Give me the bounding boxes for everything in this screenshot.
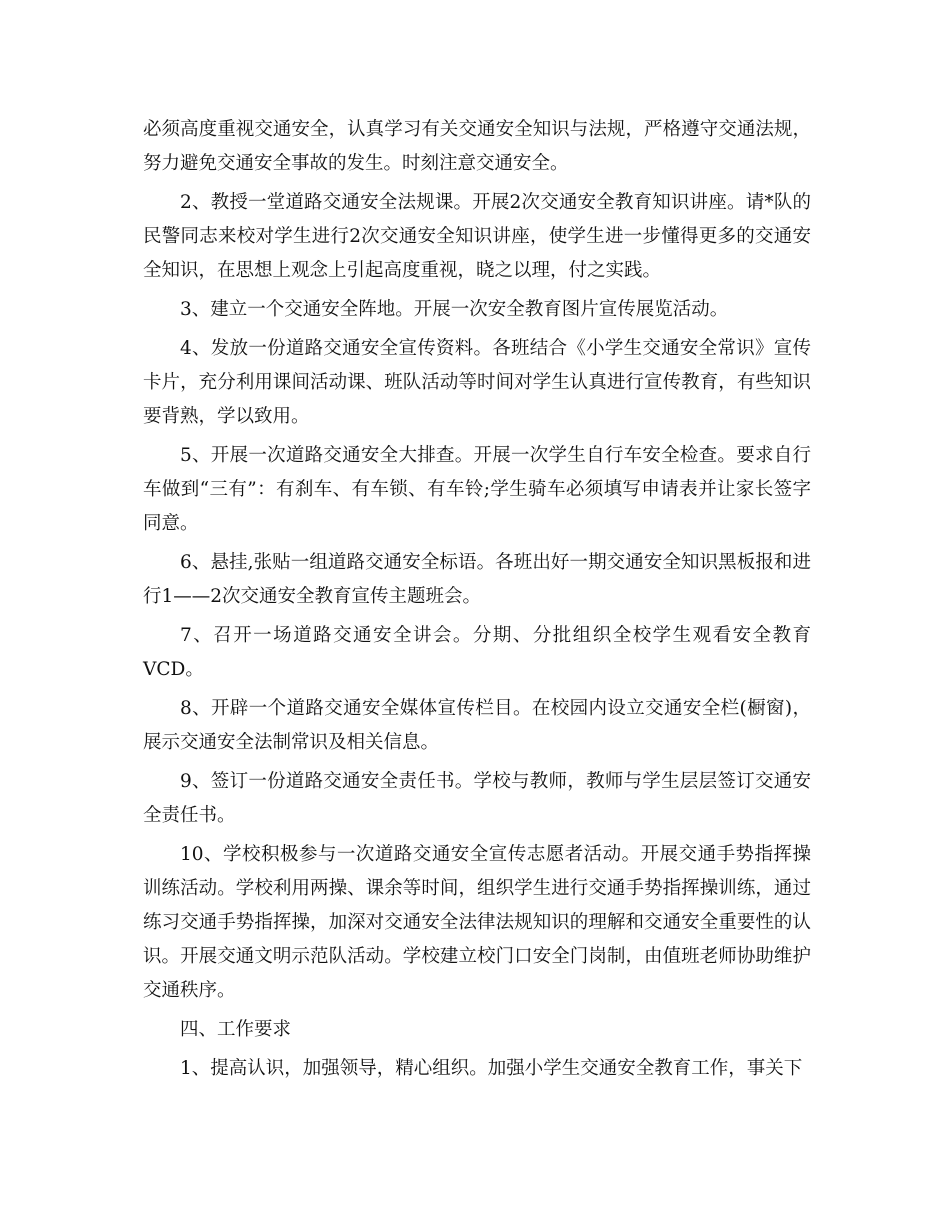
paragraph-item-7: 7、召开一场道路交通安全讲会。分期、分批组织全校学生观看安全教育VCD。 <box>143 625 811 680</box>
paragraph-item-8: 8、开辟一个道路交通安全媒体宣传栏目。在校园内设立交通安全栏(橱窗)，展示交通安全法制常识及相关信息。 <box>143 698 811 753</box>
paragraph-item-4: 4、发放一份道路交通安全宣传资料。各班结合《小学生交通安全常识》宣传卡片，充分利用课间活动课、班队活动等时间对学生认真进行宣传教育，有些知识要背熟，学以致用。 <box>143 338 811 427</box>
section-heading-work-requirements: 四、工作要求 <box>180 1019 292 1040</box>
paragraph-item-3: 3、建立一个交通安全阵地。开展一次安全教育图片宣传展览活动。 <box>180 299 729 320</box>
paragraph-item-9: 9、签订一份道路交通安全责任书。学校与教师，教师与学生层层签订交通安全责任书。 <box>143 771 811 826</box>
document-body <box>143 113 811 1091</box>
paragraph-item-5: 5、开展一次道路交通安全大排查。开展一次学生自行车安全检查。要求自行车做到“三有”：有刹车、有车锁、有车铃;学生骑车必须填写申请表并让家长签字同意。 <box>143 445 811 534</box>
paragraph-item-2: 2、教授一堂道路交通安全法规课。开展2次交通安全教育知识讲座。请*队的民警同志来校对学生进行2次交通安全知识讲座，使学生进一步懂得更多的交通安全知识，在思想上观念上引起高度重视，晓之以理，付之实践。 <box>143 192 811 281</box>
paragraph-continuation: 必须高度重视交通安全，认真学习有关交通安全知识与法规，严格遵守交通法规，努力避免交通安全事故的发生。时刻注意交通安全。 <box>143 119 811 174</box>
paragraph-item-10: 10、学校积极参与一次道路交通安全宣传志愿者活动。开展交通手势指挥操训练活动。学校利用两操、课余等时间，组织学生进行交通手势指挥操训练，通过练习交通手势指挥操，加深对交通安全法律法规知识的理解和交通安全重要性的认识。开展交通文明示范队活动。学校建立校门口安全门岗制，由值班老师协助维护交通秩序。 <box>143 844 811 1001</box>
paragraph-requirement-1: 1、提高认识，加强领导，精心组织。加强小学生交通安全教育工作，事关下 <box>180 1058 803 1079</box>
paragraph-item-6: 6、悬挂,张贴一组道路交通安全标语。各班出好一期交通安全知识黑板报和进行1——2次交通安全教育宣传主题班会。 <box>143 552 811 607</box>
